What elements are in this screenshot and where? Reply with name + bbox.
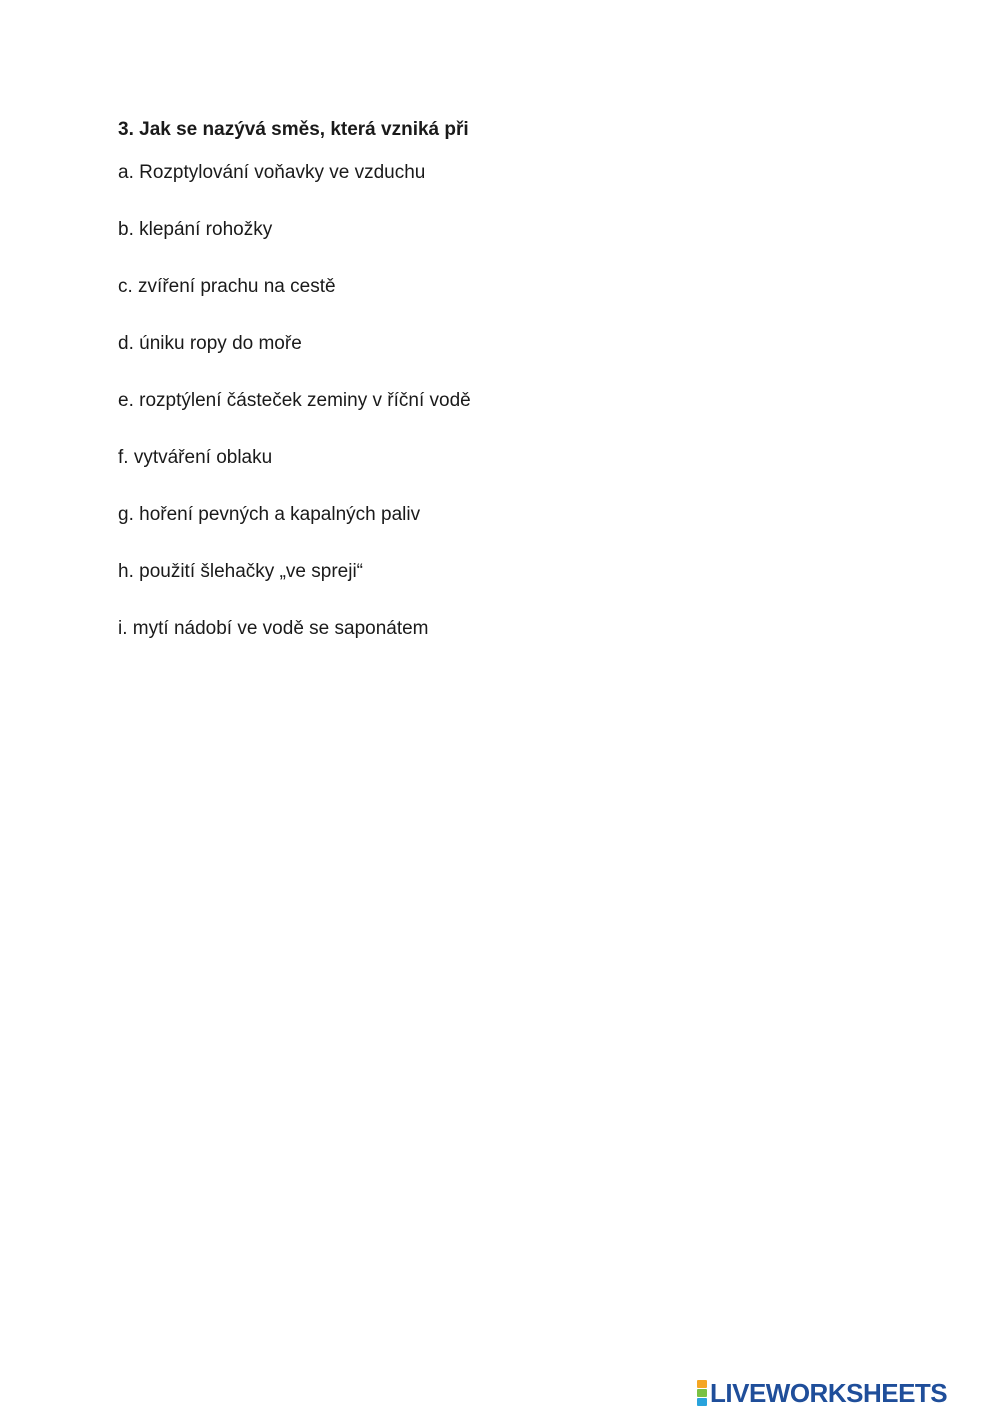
logo-block-middle bbox=[697, 1389, 707, 1397]
option-b: b. klepání rohožky bbox=[118, 219, 273, 240]
option-h: h. použití šlehačky „ve spreji“ bbox=[118, 561, 363, 582]
logo-block-top bbox=[697, 1380, 707, 1388]
option-f: f. vytváření oblaku bbox=[118, 447, 273, 468]
option-c: c. zvíření prachu na cestě bbox=[118, 276, 336, 297]
option-g: g. hoření pevných a kapalných paliv bbox=[118, 504, 421, 525]
option-a: a. Rozptylování voňavky ve vzduchu bbox=[118, 162, 426, 183]
liveworksheets-logo-icon bbox=[697, 1380, 707, 1406]
logo-block-bottom bbox=[697, 1398, 707, 1406]
question-title: 3. Jak se nazývá směs, která vzniká při bbox=[118, 119, 469, 140]
option-d: d. úniku ropy do moře bbox=[118, 333, 302, 354]
option-i: i. mytí nádobí ve vodě se saponátem bbox=[118, 618, 429, 639]
option-e: e. rozptýlení částeček zeminy v říční vodě bbox=[118, 390, 471, 411]
options-list bbox=[118, 161, 471, 674]
liveworksheets-logo bbox=[697, 1379, 947, 1407]
brand-name: LIVEWORKSHEETS bbox=[710, 1378, 948, 1408]
